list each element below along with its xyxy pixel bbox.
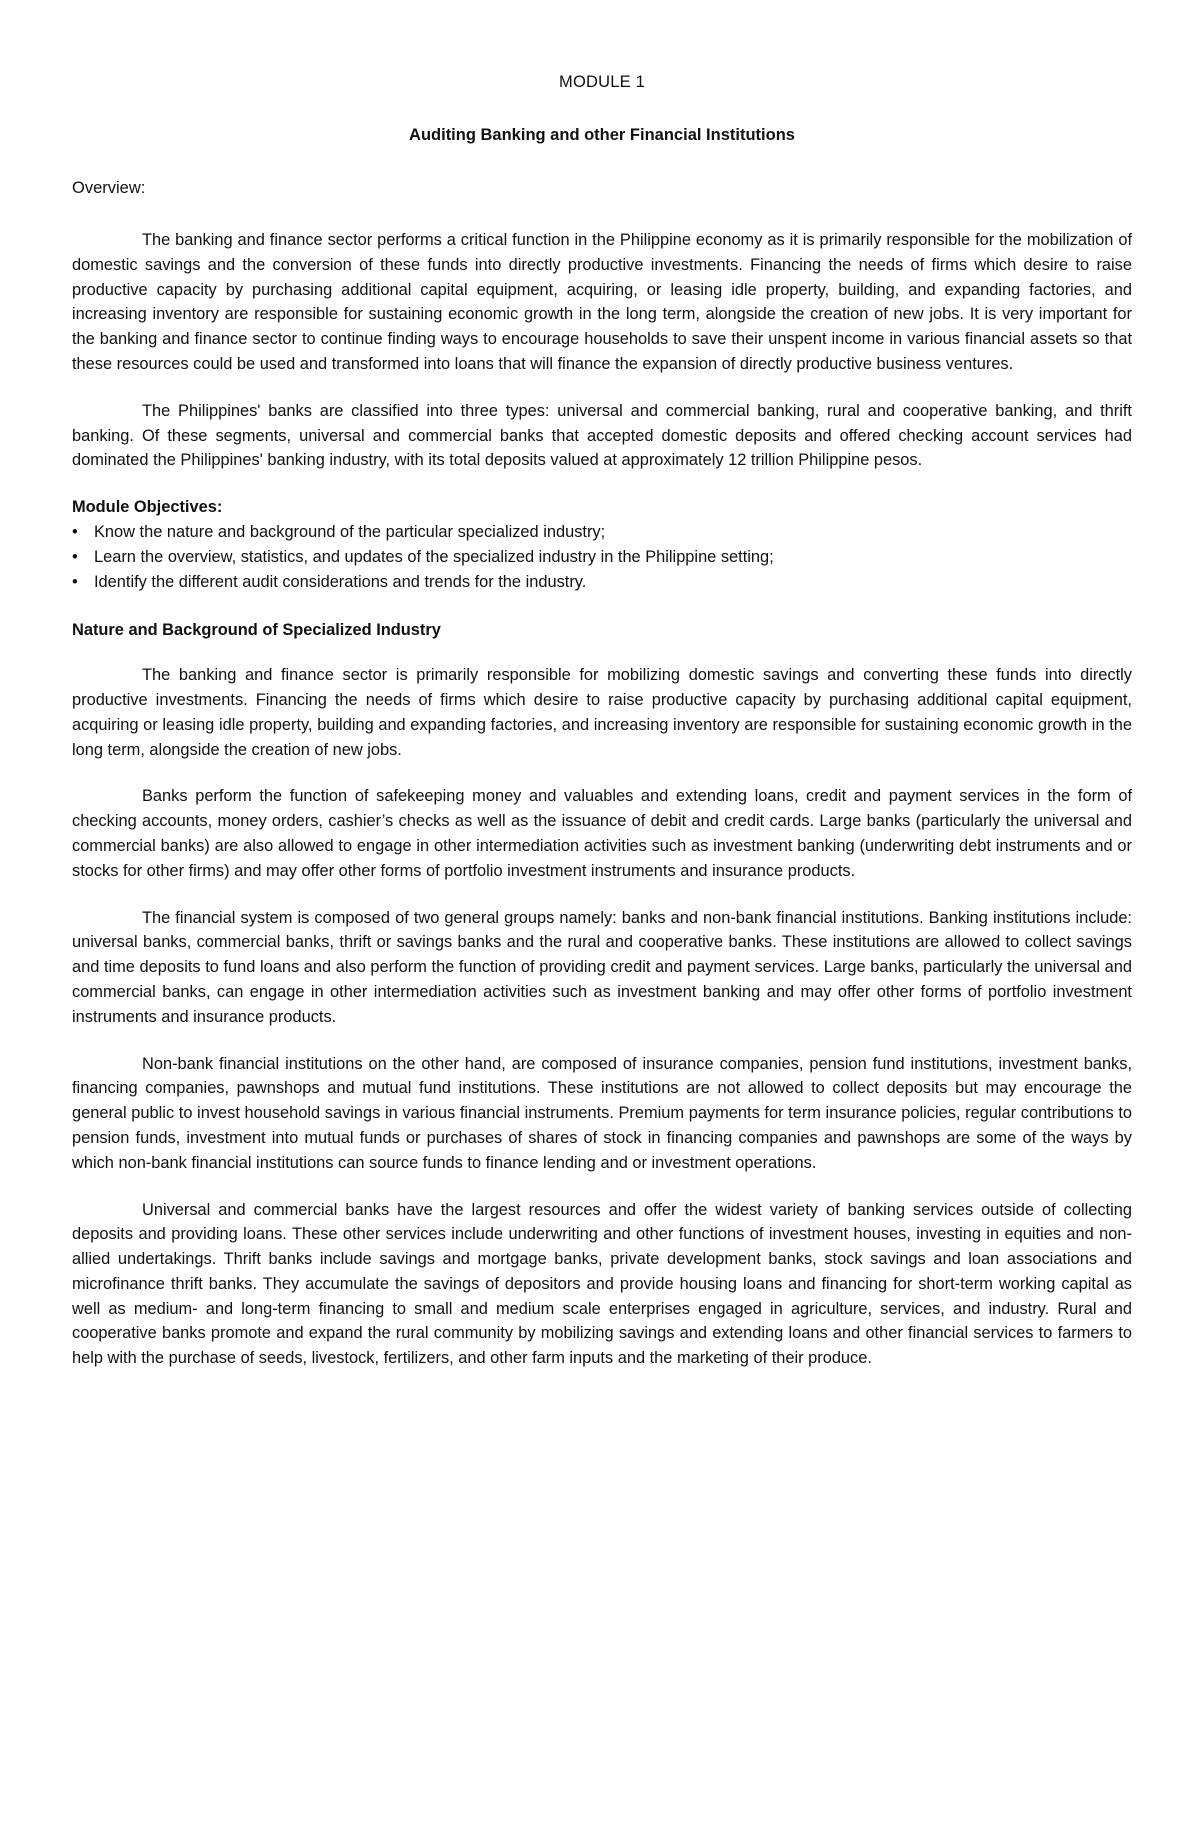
overview-paragraph: The banking and finance sector performs a critical function in the Philippine economy as it is primarily responsible for the mobilization of domestic savings and the conversion of these funds into directly productive investments. Financing the needs of firms which desire to raise productive capacity by purchasing additional capital equipment, acquiring, or leasing idle property, building, and expanding factories, and increasing inventory are responsible for sustaining economic growth in the long term, alongside the creation of new jobs. It is very important for the banking and finance sector to continue finding ways to encourage households to save their unspent income in various financial assets so that these resources could be used and transformed into loans that will finance the expansion of directly productive business ventures. [72,231,1132,373]
objective-text: Learn the overview, statistics, and updates of the specialized industry in the Philippine setting; [94,547,774,566]
module-number: MODULE 1 [559,73,645,91]
bullet-icon: • [72,522,78,541]
overview-section [72,228,1132,473]
list-item [72,570,1132,595]
document-page [72,0,1132,1835]
nature-paragraph: The banking and finance sector is primarily responsible for mobilizing domestic savings and converting these funds into directly productive investments. Financing the needs of firms which desire to raise productive capacity by purchasing additional capital equipment, acquiring or leasing idle property, building and expanding factories, and increasing inventory are responsible for sustaining economic growth in the long term, alongside the creation of new jobs. [72,666,1132,759]
nature-paragraph: Non-bank financial institutions on the other hand, are composed of insurance companies, pension fund institutions, investment banks, financing companies, pawnshops and mutual fund institutions. These institutions are not allowed to collect deposits but may encourage the general public to invest household savings in various financial instruments. Premium payments for term insurance policies, regular contributions to pension funds, investment into mutual funds or purchases of shares of stock in financing companies and pawnshops are some of the ways by which non-bank financial institutions can source funds to finance lending and or investment operations. [72,1054,1132,1172]
nature-heading: Nature and Background of Specialized Industry [72,621,441,640]
objectives-section [72,495,1132,594]
nature-paragraph: The financial system is composed of two general groups namely: banks and non-bank financial institutions. Banking institutions include: universal banks, commercial banks, thrift or savings banks and the rural and cooperative banks. These institutions are allowed to collect savings and time deposits to fund loans and also perform the function of providing credit and payment services. Large banks, particularly the universal and commercial banks, can engage in other intermediation activities such as investment banking and may offer other forms of portfolio investment instruments and insurance products. [72,908,1132,1026]
objectives-list [72,520,1132,594]
list-item [72,520,1132,545]
module-title: Auditing Banking and other Financial Institutions [409,126,795,144]
objective-text: Know the nature and background of the particular specialized industry; [94,522,606,541]
nature-section [72,618,1132,1371]
document-body [72,228,1132,1393]
overview-paragraph: The Philippines' banks are classified into three types: universal and commercial banking, rural and cooperative banking, and thrift banking. Of these segments, universal and commercial banks that accepted domestic deposits and offered checking account services had dominated the Philippines' banking industry, with its total deposits valued at approximately 12 trillion Philippine pesos. [72,401,1132,470]
overview-label: Overview: [72,179,146,197]
list-item [72,545,1132,570]
objectives-heading: Module Objectives: [72,498,223,517]
nature-paragraph: Banks perform the function of safekeeping money and valuables and extending loans, credit and payment services in the form of checking accounts, money orders, cashier’s checks as well as the issuance of debit and credit cards. Large banks (particularly the universal and commercial banks) are also allowed to engage in other intermediation activities such as investment banking (underwriting debt instruments and or stocks for other firms) and may offer other forms of portfolio investment instruments and insurance products. [72,787,1132,880]
bullet-icon: • [72,572,78,591]
bullet-icon: • [72,547,78,566]
nature-paragraph: Universal and commercial banks have the largest resources and offer the widest variety of banking services outside of collecting deposits and providing loans. These other services include underwriting and other functions of investment houses, investing in equities and non-allied undertakings. Thrift banks include savings and mortgage banks, private development banks, stock savings and loan associations and microfinance thrift banks. They accumulate the savings of depositors and provide housing loans and financing for short-term working capital as well as medium- and long-term financing to small and medium scale enterprises engaged in agriculture, services, and industry. Rural and cooperative banks promote and expand the rural community by mobilizing savings and extending loans and other financial services to farmers to help with the purchase of seeds, livestock, fertilizers, and other farm inputs and the marketing of their produce. [72,1200,1132,1368]
objective-text: Identify the different audit considerations and trends for the industry. [94,572,587,591]
